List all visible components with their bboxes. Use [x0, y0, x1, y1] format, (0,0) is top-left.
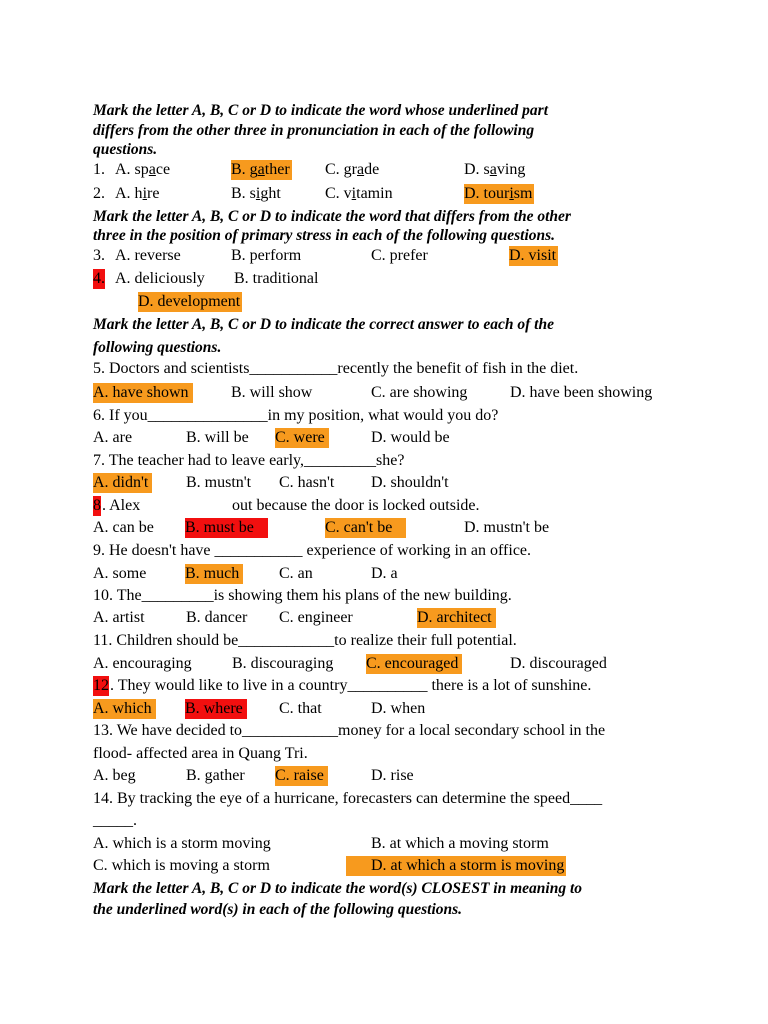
q1-option-b: B. gather [231, 161, 290, 178]
q8-stem: . Alex [102, 497, 141, 514]
q9-option-d: D. a [371, 565, 398, 582]
q10-option-a: A. artist [93, 609, 145, 626]
q13-option-d: D. rise [371, 767, 414, 784]
instruction-2-line-1: Mark the letter A, B, C or D to indicate the word that differs from the other [93, 208, 571, 225]
q5-option-d: D. have been showing [510, 384, 653, 401]
q8-number: 8 [93, 497, 101, 514]
q12-option-a: A. which [93, 699, 156, 719]
q6-option-b: B. will be [186, 429, 249, 446]
q7-option-d: D. shouldn't [371, 474, 449, 491]
q8-option-a: A. can be [93, 519, 154, 536]
instruction-4-line-2: the underlined word(s) in each of the following questions. [93, 901, 463, 918]
q1-option-d: D. saving [464, 161, 526, 178]
q8-option-b: B. must be [185, 518, 268, 538]
q14-stem-line-1: 14. By tracking the eye of a hurricane, forecasters can determine the speed____ [93, 790, 603, 807]
q3-number: 3. [93, 247, 105, 264]
instruction-2-line-2: three in the position of primary stress in each of the following questions. [93, 227, 556, 244]
q11-option-a: A. encouraging [93, 655, 192, 672]
q10-option-d: D. architect [417, 608, 496, 628]
q5-option-c: C. are showing [371, 384, 468, 401]
q12-stem: . They would like to live in a country__________ there is a lot of sunshine. [110, 677, 592, 694]
q10-option-c: C. engineer [279, 609, 353, 626]
q12-option-d: D. when [371, 700, 426, 717]
q8-stem-end: out because the door is locked outside. [232, 497, 480, 514]
q12-option-b: B. where [185, 699, 247, 719]
q4-option-b: B. traditional [234, 270, 319, 287]
q1-option-c: C. grade [325, 161, 380, 178]
q10-option-b: B. dancer [186, 609, 248, 626]
instruction-1-line-3: questions. [93, 141, 158, 158]
q6-option-d: D. would be [371, 429, 450, 446]
q10-stem: 10. The_________is showing them his plans of the new building. [93, 587, 512, 604]
q14-option-c: C. which is moving a storm [93, 857, 270, 874]
q9-stem: 9. He doesn't have ___________ experience of working in an office. [93, 542, 532, 559]
q6-option-c: C. were [275, 428, 329, 448]
q9-option-b: B. much [185, 564, 243, 584]
q13-stem-line-2: flood- affected area in Quang Tri. [93, 745, 308, 762]
q2-option-b: B. sight [231, 185, 281, 202]
q1-option-a: A. space [115, 161, 171, 178]
q14-stem-line-2: _____. [93, 812, 137, 829]
q13-option-b: B. gather [186, 767, 245, 784]
q2-option-a: A. hire [115, 185, 160, 202]
q4-number: 4. [93, 270, 105, 287]
q13-stem-line-1: 13. We have decided to____________money for a local secondary school in the [93, 722, 606, 739]
q13-option-a: A. beg [93, 767, 136, 784]
instruction-3-line-1: Mark the letter A, B, C or D to indicate the correct answer to each of the [93, 316, 554, 333]
q11-stem: 11. Children should be____________to realize their full potential. [93, 632, 517, 649]
q3-option-b: B. perform [231, 247, 302, 264]
q3-option-a: A. reverse [115, 247, 181, 264]
instruction-1-line-1: Mark the letter A, B, C or D to indicate the word whose underlined part [93, 102, 549, 119]
q14-option-b: B. at which a moving storm [371, 835, 549, 852]
q4-option-a: A. deliciously [115, 270, 205, 287]
q2-option-c: C. vitamin [325, 185, 393, 202]
q8-option-c: C. can't be [325, 518, 406, 538]
q1-number: 1. [93, 161, 105, 178]
q5-option-b: B. will show [231, 384, 313, 401]
instruction-1-line-2: differs from the other three in pronunciation in each of the following [93, 122, 535, 139]
q6-option-a: A. are [93, 429, 133, 446]
q3-option-d: D. visit [509, 247, 557, 264]
instruction-3-line-2: following questions. [93, 339, 222, 356]
q9-option-c: C. an [279, 565, 313, 582]
q7-option-a: A. didn't [93, 473, 152, 493]
q14-option-a: A. which is a storm moving [93, 835, 271, 852]
q2-option-d: D. tourism [464, 185, 533, 202]
q13-option-c: C. raise [275, 766, 328, 786]
q11-option-c: C. encouraged [366, 654, 462, 674]
q12-number: 12 [93, 677, 109, 694]
q11-option-b: B. discouraging [232, 655, 334, 672]
q7-option-b: B. mustn't [186, 474, 252, 491]
q3-option-c: C. prefer [371, 247, 428, 264]
q6-stem: 6. If you_______________in my position, what would you do? [93, 407, 499, 424]
q5-option-a: A. have shown [93, 383, 193, 403]
q8-option-d: D. mustn't be [464, 519, 550, 536]
q5-stem: 5. Doctors and scientists___________recently the benefit of fish in the diet. [93, 360, 579, 377]
q7-option-c: C. hasn't [279, 474, 335, 491]
q4-option-d: D. development [138, 293, 241, 310]
q14-option-d: D. at which a storm is moving [346, 856, 566, 876]
q7-stem: 7. The teacher had to leave early,_________she? [93, 452, 405, 469]
instruction-4-line-1: Mark the letter A, B, C or D to indicate the word(s) CLOSEST in meaning to [93, 880, 583, 897]
q9-option-a: A. some [93, 565, 147, 582]
q11-option-d: D. discouraged [510, 655, 607, 672]
q12-option-c: C. that [279, 700, 322, 717]
q2-number: 2. [93, 185, 105, 202]
